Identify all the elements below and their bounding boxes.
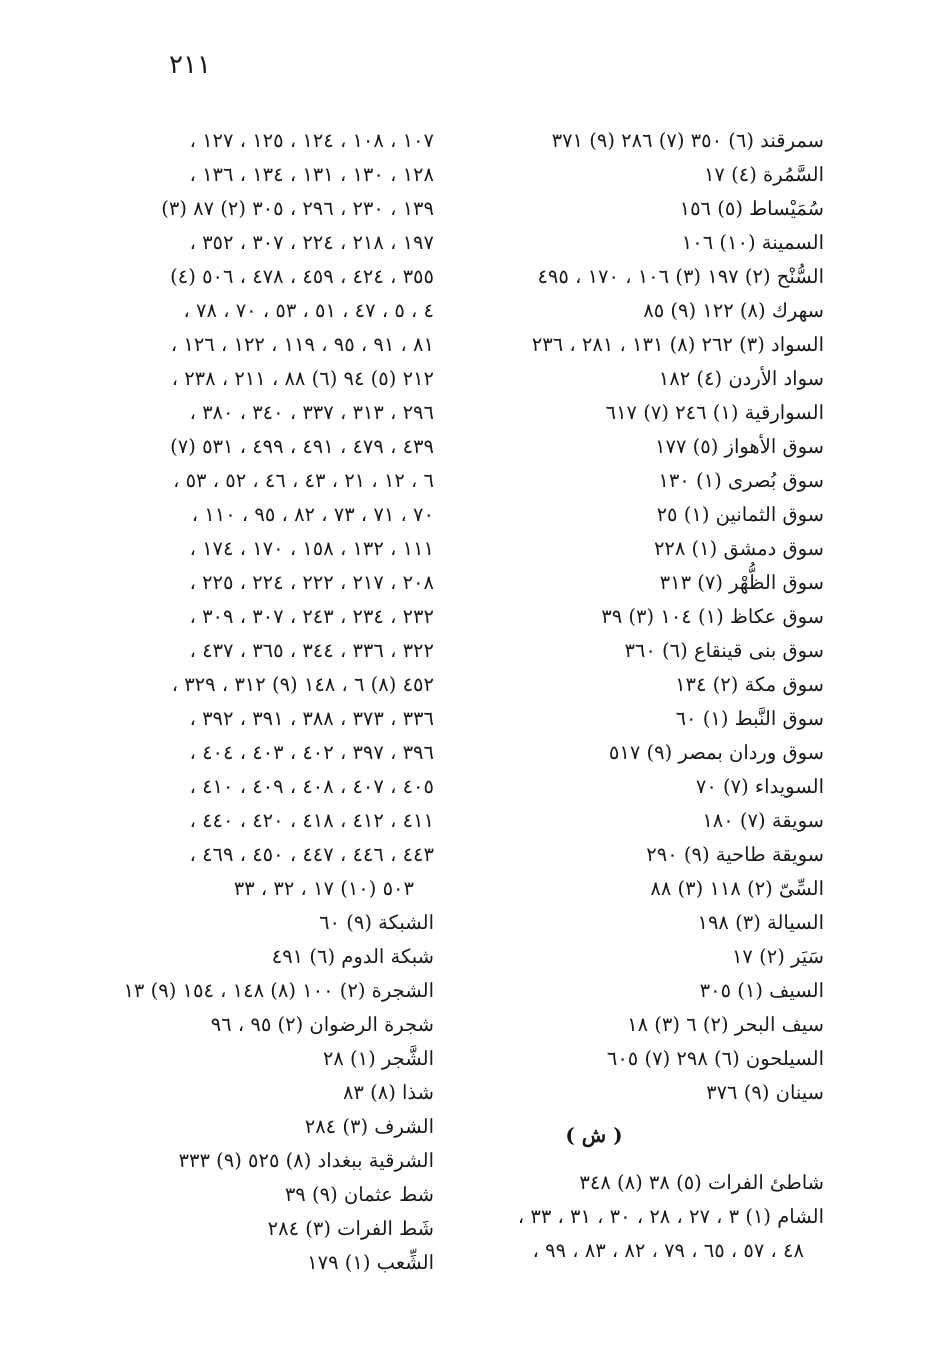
index-entry: سويقة طاحية (٩) ٢٩٠	[646, 843, 824, 866]
index-entry: الشجرة (٢) ١٠٠ (٨) ١٤٨ ، ١٥٤ (٩) ١٣	[123, 979, 434, 1002]
index-entry-continuation: ٢٩٦ ، ٣١٣ ، ٣٣٧ ، ٣٤٠ ، ٣٨٠ ،	[189, 401, 434, 424]
index-entry: شبكة الدوم (٦) ٤٩١	[271, 945, 434, 968]
index-entry: الشرف (٣) ٢٨٤	[304, 1115, 434, 1138]
index-entry-continuation: ٢٠٨ ، ٢١٧ ، ٢٢٢ ، ٢٢٤ ، ٢٢٥ ،	[189, 571, 434, 594]
index-entry: شذا (٨) ٨٣	[342, 1081, 434, 1104]
index-entry: سوق النَّبط (١) ٦٠	[675, 707, 824, 730]
index-entry: السيف (١) ٣٠٥	[699, 979, 824, 1002]
index-entry: السيلحون (٦) ٢٩٨ (٧) ٦٠٥	[606, 1047, 824, 1070]
index-entry: سوق وردان بمصر (٩) ٥١٧	[608, 741, 824, 764]
index-entry: سوق عكاظ (١) ١٠٤ (٣) ٣٩	[601, 605, 824, 628]
index-entry: سوق الثمانين (١) ٢٥	[656, 503, 824, 526]
index-entry-continuation: ٢٣٢ ، ٢٣٤ ، ٢٤٣ ، ٣٠٧ ، ٣٠٩ ،	[189, 605, 434, 628]
left-column	[94, 124, 434, 1280]
index-entry-continuation: ٣٣٦ ، ٣٧٣ ، ٣٨٨ ، ٣٩١ ، ٣٩٢ ،	[189, 707, 434, 730]
index-entry-continuation: ٣٥٥ ، ٤٢٤ ، ٤٥٩ ، ٤٧٨ ، ٥٠٦ (٤)	[170, 265, 434, 288]
section-header: ( ش )	[565, 1123, 623, 1147]
index-entry-continuation: ١٣٩ ، ٢٣٠ ، ٢٩٦ ، ٣٠٥ (٢) ٨٧ (٣)	[161, 197, 434, 220]
index-entry-continuation: ٧٠ ، ٧١ ، ٧٣ ، ٨٢ ، ٩٥ ، ١١٠ ،	[191, 503, 434, 526]
right-column	[484, 124, 824, 1268]
index-entry: سمرقند (٦) ٣٥٠ (٧) ٢٨٦ (٩) ٣٧١	[551, 129, 824, 152]
index-entry: سوق دمشق (١) ٢٢٨	[653, 537, 824, 560]
index-entry: شاطئ الفرات (٥) ٣٨ (٨) ٣٤٨	[579, 1171, 824, 1194]
index-entry: سويقة (٧) ١٨٠	[702, 809, 824, 832]
index-entry-continuation: ٢١٢ (٥) ٩٤ (٦) ٨٨ ، ٢١١ ، ٢٣٨ ،	[171, 367, 434, 390]
index-entry: الشِّعب (١) ١٧٩	[307, 1251, 434, 1274]
index-entry: سواد الأردن (٤) ١٨٢	[658, 367, 824, 390]
index-entry-continuation: ٤ ، ٥ ، ٤٧ ، ٥١ ، ٥٣ ، ٧٠ ، ٧٨ ،	[183, 299, 434, 322]
index-entry: الشرقية ببغداد (٨) ٥٢٥ (٩) ٣٣٣	[178, 1149, 434, 1172]
index-entry: شَط الفرات (٣) ٢٨٤	[267, 1217, 434, 1240]
index-entry: سَيَر (٢) ١٧	[731, 945, 824, 968]
index-entry: سهرك (٨) ١٢٢ (٩) ٨٥	[643, 299, 824, 322]
index-entry: سوق بُصرى (١) ١٣٠	[658, 469, 824, 492]
index-entry: السوارقية (١) ٢٤٦ (٧) ٦١٧	[605, 401, 824, 424]
index-entry: سيف البحر (٢) ٦ (٣) ١٨	[627, 1013, 824, 1036]
index-entry: سينان (٩) ٣٧٦	[706, 1081, 824, 1104]
index-entry: الشبكة (٩) ٦٠	[319, 911, 434, 934]
index-entry: شط عثمان (٩) ٣٩	[284, 1183, 434, 1206]
index-entry-continuation: ٤٤٣ ، ٤٤٦ ، ٤٤٧ ، ٤٥٠ ، ٤٦٩ ،	[189, 843, 434, 866]
index-entry-continuation: ١٢٨ ، ١٣٠ ، ١٣١ ، ١٣٤ ، ١٣٦ ،	[189, 163, 434, 186]
index-entry-continuation: ٤٣٩ ، ٤٧٩ ، ٤٩١ ، ٤٩٩ ، ٥٣١ (٧)	[170, 435, 434, 458]
index-entry: سوق الظُّهْر (٧) ٣١٣	[659, 571, 824, 594]
index-entry-continuation: ١٩٧ ، ٢١٨ ، ٢٢٤ ، ٣٠٧ ، ٣٥٢ ،	[189, 231, 434, 254]
index-entry-continuation: ٣٩٦ ، ٣٩٧ ، ٤٠٢ ، ٤٠٣ ، ٤٠٤ ،	[189, 741, 434, 764]
index-entry-continuation: ٥٠٣ (١٠) ١٧ ، ٣٢ ، ٣٣	[233, 877, 414, 900]
index-entry-continuation: ٤٥٢ (٨) ٦ ، ١٤٨ (٩) ٣١٢ ، ٣٢٩ ،	[171, 673, 434, 696]
index-entry: سُمَيْساط (٥) ١٥٦	[679, 197, 824, 220]
index-entry-continuation: ٤١١ ، ٤١٢ ، ٤١٨ ، ٤٢٠ ، ٤٤٠ ،	[189, 809, 434, 832]
index-entry: سوق مكة (٢) ١٣٤	[675, 673, 824, 696]
index-entry: السِّىّ (٢) ١١٨ (٣) ٨٨	[650, 877, 824, 900]
page-number: ٢١١	[169, 50, 211, 80]
index-entry: السَّمُرة (٤) ١٧	[703, 163, 824, 186]
index-entry-continuation: ١٠٧ ، ١٠٨ ، ١٢٤ ، ١٢٥ ، ١٢٧ ،	[189, 129, 434, 152]
index-entry: سوق بنى قينقاع (٦) ٣٦٠	[624, 639, 824, 662]
index-entry: السمينة (١٠) ١٠٦	[681, 231, 824, 254]
index-entry-continuation: ١١١ ، ١٣٢ ، ١٥٨ ، ١٧٠ ، ١٧٤ ،	[189, 537, 434, 560]
index-entry: الشَّجر (١) ٢٨	[322, 1047, 434, 1070]
index-entry: شجرة الرضوان (٢) ٩٥ ، ٩٦	[210, 1013, 434, 1036]
index-entry: السواد (٣) ٢٦٢ (٨) ١٣١ ، ٢٨١ ، ٢٣٦	[531, 333, 824, 356]
index-entry-continuation: ٨١ ، ٩١ ، ٩٥ ، ١١٩ ، ١٢٢ ، ١٢٦ ،	[170, 333, 434, 356]
index-entry: السُّنْح (٢) ١٩٧ (٣) ١٠٦ ، ١٧٠ ، ٤٩٥	[537, 265, 824, 288]
index-entry-continuation: ٤٨ ، ٥٧ ، ٦٥ ، ٧٩ ، ٨٢ ، ٨٣ ، ٩٩ ،	[532, 1239, 804, 1262]
index-entry-continuation: ٦ ، ١٢ ، ٢١ ، ٤٣ ، ٤٦ ، ٥٢ ، ٥٣ ،	[173, 469, 434, 492]
index-entry-continuation: ٣٢٢ ، ٣٣٦ ، ٣٤٤ ، ٣٦٥ ، ٤٣٧ ،	[189, 639, 434, 662]
index-entry: السيالة (٣) ١٩٨	[697, 911, 824, 934]
index-entry: السويداء (٧) ٧٠	[695, 775, 824, 798]
index-entry: الشام (١) ٣ ، ٢٧ ، ٢٨ ، ٣٠ ، ٣١ ، ٣٣ ،	[517, 1205, 824, 1228]
index-entry-continuation: ٤٠٥ ، ٤٠٧ ، ٤٠٨ ، ٤٠٩ ، ٤١٠ ،	[189, 775, 434, 798]
index-entry: سوق الأهواز (٥) ١٧٧	[655, 435, 824, 458]
